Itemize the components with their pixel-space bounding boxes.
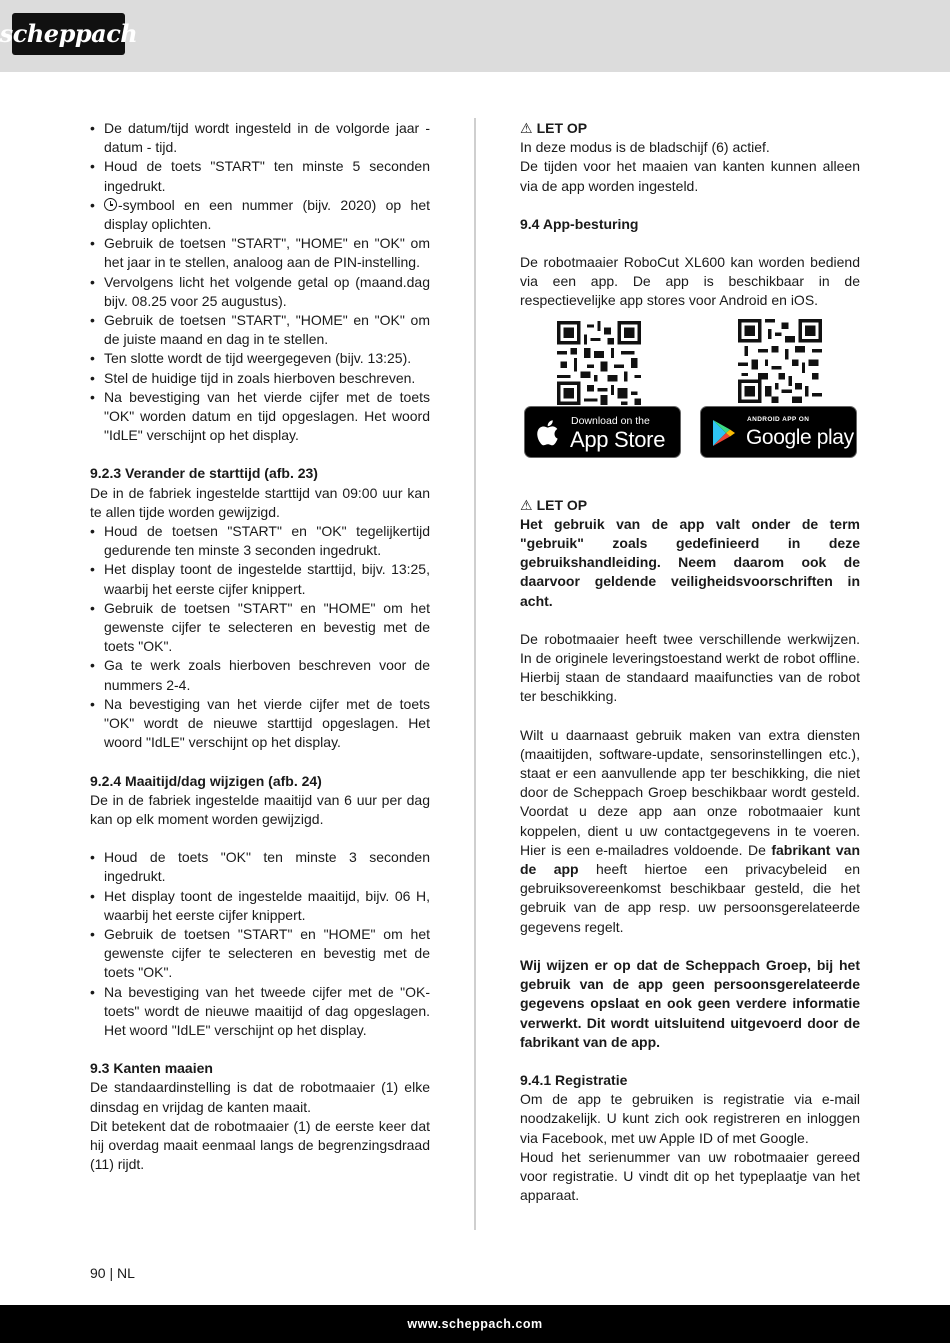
app-store-badge[interactable]	[524, 406, 681, 458]
list-item: • Gebruik de toetsen "START", "HOME" en "OK" om het jaar in te stellen, analoog aan de PIN-instelling.	[90, 234, 430, 272]
section-intro-923: De in de fabriek ingestelde starttijd van 09:00 uur kan te allen tijde worden gewijzigd.	[90, 484, 430, 520]
warning-icon: ⚠	[520, 120, 533, 136]
paragraph: Dit betekent dat de robotmaaier (1) de eerste keer dat hij overdag maait eenmaal langs de begrenzingsdraad (11) rijdt.	[90, 1117, 430, 1173]
list-item: • Het display toont de ingestelde maaitijd, bijv. 06 H, waarbij het eerste cijfer knippert.	[90, 887, 430, 925]
left-column	[90, 119, 430, 1174]
header-band	[0, 0, 950, 72]
section-intro-924: De in de fabriek ingestelde maaitijd van 6 uur per dag kan op elk moment worden gewijzigd.	[90, 791, 430, 827]
section-heading-923: 9.2.3 Verander de starttijd (afb. 23)	[90, 465, 318, 482]
column-divider	[474, 118, 476, 1230]
section-heading-94: 9.4 App-besturing	[520, 215, 639, 232]
section-heading-941: 9.4.1 Registratie	[520, 1071, 628, 1088]
warning-heading: ⚠ LET OP	[520, 119, 860, 138]
list-item-text: -symbool en een nummer (bijv. 2020) op het display oplichten.	[104, 196, 430, 233]
brand-logo: scheppach	[12, 13, 125, 55]
paragraph: Om de app te gebruiken is registratie via e-mail noodzakelijk. U kunt zich ook registreren en inloggen via Facebook, met uw Apple ID of met Google.	[520, 1091, 860, 1146]
list-item: • Houd de toets "OK" ten minste 3 seconden ingedrukt.	[90, 848, 430, 886]
list-item: • De datum/tijd wordt ingesteld in de volgorde jaar - datum - tijd.	[90, 119, 430, 157]
warning-heading: ⚠ LET OP	[520, 496, 860, 515]
list-item	[90, 196, 430, 234]
google-play-icon	[711, 419, 737, 447]
right-column	[520, 119, 860, 1205]
paragraph: In deze modus is de bladschijf (6) actief.	[520, 139, 770, 156]
section-heading-93: 9.3 Kanten maaien	[90, 1060, 213, 1077]
section-heading-924: 9.2.4 Maaitijd/dag wijzigen (afb. 24)	[90, 772, 322, 789]
paragraph: De robotmaaier heeft twee verschillende werkwijzen. In de originele leveringstoestand werkt de robot offline. Hierbij staan de standaard maaifuncties van de robot ter beschikking.	[520, 630, 860, 705]
google-play-badge[interactable]	[700, 406, 857, 458]
qr-code-icon[interactable]	[738, 319, 822, 403]
clock-icon	[104, 198, 117, 211]
list-item: • Vervolgens licht het volgende getal op (maand.dag bijv. 08.25 voor 25 augustus).	[90, 273, 430, 311]
datetime-steps-list	[90, 119, 430, 445]
mowtime-steps-list	[90, 848, 430, 1040]
app-store-small-text: Download on the	[571, 414, 650, 427]
paragraph: Houd het serienummer van uw robotmaaier gereed voor registratie. U vindt dit op het typeplaatje van het apparaat.	[520, 1148, 860, 1204]
google-play-label: Google play	[746, 425, 854, 449]
starttime-steps-list	[90, 522, 430, 752]
warning-text: Het gebruik van de app valt onder de term "gebruik" zoals gedefinieerd in deze gebruikshandleiding. Neem daarom ook de daarvoor geldende veiligheidsvoorschriften in acht.	[520, 515, 860, 609]
list-item: • Ga te werk zoals hierboven beschreven voor de nummers 2-4.	[90, 656, 430, 694]
list-item: • Het display toont de ingestelde starttijd, bijv. 13:25, waarbij het eerste cijfer knippert.	[90, 560, 430, 598]
list-item: • Gebruik de toetsen "START", "HOME" en "OK" om de juiste maand en dag in te stellen.	[90, 311, 430, 349]
list-item: • Houd de toetsen "START" en "OK" tegelijkertijd gedurende ten minste 3 seconden ingedrukt.	[90, 522, 430, 560]
paragraph: De standaardinstelling is dat de robotmaaier (1) elke dinsdag en vrijdag de kanten maait.	[90, 1079, 430, 1115]
paragraph: Wilt u daarnaast gebruik maken van extra diensten (maaitijden, software-update, sensorinstellingen etc.), staat er een aanvullende app ter beschikking, die niet door de Scheppach Groep beschikbaar wordt gesteld. Voordat u deze app aan onze robotmaaier kunt koppelen, dient u uw contactgegevens in te voeren. Hier is een e-mailadres voldoende. De fabrikant van de app heeft hiertoe een privacybeleid en gebruiksovereenkomst beschikbaar gesteld, die het gebruik van de app resp. uw persoonsgerelateerde gegevens regelt.	[520, 726, 860, 935]
qr-code-icon[interactable]	[557, 321, 641, 405]
app-store-area	[520, 311, 860, 496]
warning-icon: ⚠	[520, 496, 533, 513]
list-item: • Houd de toets "START" ten minste 5 seconden ingedrukt.	[90, 157, 430, 195]
list-item: • Na bevestiging van het vierde cijfer met de toets "OK" worden datum en tijd opgeslagen. Het woord "IdLE" verschijnt op het display.	[90, 388, 430, 446]
list-item: • Na bevestiging van het tweede cijfer met de "OK-toets" wordt de nieuwe maaitijd of dag opgeslagen. Het woord "IdLE" verschijnt op het display.	[90, 983, 430, 1041]
page-number: 90 | NL	[90, 1265, 135, 1281]
apple-icon	[534, 417, 564, 449]
notice-text: Wij wijzen er op dat de Scheppach Groep, bij het gebruik van de app geen persoonsgerelateerde gegevens opslaat en ook geen verdere informatie verwerkt. Dit wordt uitsluitend uitgevoerd door de fabrikant van de app.	[520, 956, 860, 1050]
list-item: • Gebruik de toetsen "START" en "HOME" om het gewenste cijfer te selecteren en bevestig met de toets "OK".	[90, 599, 430, 657]
list-item: • Ten slotte wordt de tijd weergegeven (bijv. 13:25).	[90, 349, 430, 368]
footer-url-link[interactable]: www.scheppach.com	[407, 1317, 543, 1331]
google-play-small-text: ANDROID APP ON	[747, 415, 810, 423]
paragraph: De tijden voor het maaien van kanten kunnen alleen via de app worden ingesteld.	[520, 158, 860, 194]
app-store-label: App Store	[570, 426, 666, 452]
paragraph: De robotmaaier RoboCut XL600 kan worden bediend via een app. De app is beschikbaar in de respectievelijke app stores voor Android en iOS.	[520, 254, 860, 309]
list-item: • Gebruik de toetsen "START" en "HOME" om het gewenste cijfer te selecteren en bevestig met de toets "OK".	[90, 925, 430, 983]
list-item: • Stel de huidige tijd in zoals hierboven beschreven.	[90, 369, 430, 388]
list-item: • Na bevestiging van het vierde cijfer met de toets "OK" wordt de nieuwe starttijd opgeslagen. Het woord "IdLE" verschijnt op het display.	[90, 695, 430, 753]
